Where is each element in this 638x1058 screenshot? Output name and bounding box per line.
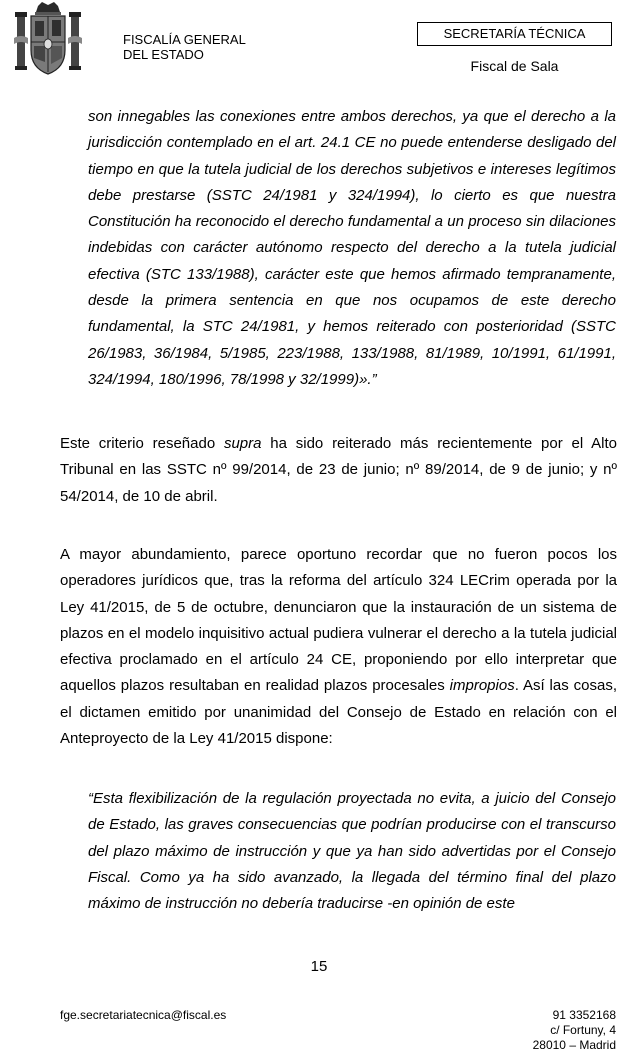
coat-of-arms-icon [14,2,82,78]
paragraph-1-text-b: ha sido reiterado más recientemente por el Alto Tribunal en las SSTC nº 99/2014, de 23 de junio; nº 89/2014, de 9 de junio; y nº 54/2014, de 10 de abril. [60,435,617,505]
paragraph-2-text-b: . Así las cosas, el dictamen emitido por unanimidad del Consejo de Estado en relación con el Anteproyecto de la Ley 41/2015 dispone: [60,677,617,748]
fiscal-de-sala-label: Fiscal de Sala [470,58,559,74]
paragraph-1-text-a: Este criterio reseñado [60,435,224,452]
footer-city: 28010 – Madrid [532,1038,616,1052]
quote-block-1: son innegables las conexiones entre ambos derechos, ya que el derecho a la jurisdicción contemplado en el art. 24.1 CE no puede entenderse desligado del tiempo en que la tutela judicial de los derechos subjetivos e intereses legítimos debe prestarse (SSTC 24/1981 y 324/1994), lo cierto es que nuestra Constitución ha reconocido el derecho fundamental a un proceso sin dilaciones indebidas con carácter autónomo respecto del derecho a la tutela judicial efectiva (STC 133/1988), carácter este que hemos afirmado tempranamente, desde la primera sentencia en que nos ocupamos de este derecho fundamental, la STC 24/1981, y hemos reiterado con posterioridad (SSTC 26/1983, 36/1984, 5/1985, 223/1988, 133/1988, 81/1989, 10/1991, 61/1991, 324/1994, 180/1996, 78/1998 y 32/1999)».” [88,108,616,388]
paragraph-2-text-a: A mayor abundamiento, parece oportuno recordar que no fueron pocos los operadores jurídicos que, tras la reforma del artículo 324 LECrim operada por la Ley 41/2015, de 5 de octubre, denunciaron que la instauración de un sistema de plazos en el modelo inquisitivo actual pudiera vulnerar el derecho a la tutela judicial efectiva proclamado en el artículo 24 CE, proponiendo por ello interpretar que aquellos plazos resultaban en realidad plazos procesales [60,546,617,695]
paragraph-1 [60,431,617,510]
paragraph-2 [60,542,617,752]
secretaria-tecnica-box: SECRETARÍA TÉCNICA [417,22,612,46]
org-line-1: FISCALÍA GENERAL [123,32,246,47]
page-number: 15 [310,958,328,975]
footer-phone: 91 3352168 [552,1008,616,1022]
paragraph-1-italic: supra [223,435,262,452]
quote-block-2: “Esta flexibilización de la regulación proyectada no evita, a juicio del Consejo de Estado, las graves consecuencias que podrían producirse con el transcurso del plazo máximo de instrucción y que ya han sido advertidas por el Consejo Fiscal. Como ya ha sido avanzado, la llegada del término final del plazo máximo de instrucción no debería traducirse -en opinión de este [88,790,616,913]
paragraph-2-italic: impropios [449,677,515,695]
org-line-2: DEL ESTADO [123,47,204,62]
footer-street: c/ Fortuny, 4 [550,1023,616,1037]
footer-email-link[interactable]: fge.secretariatecnica@fiscal.es [60,1008,227,1022]
footer-address [533,1008,616,1053]
organization-name [123,32,246,62]
